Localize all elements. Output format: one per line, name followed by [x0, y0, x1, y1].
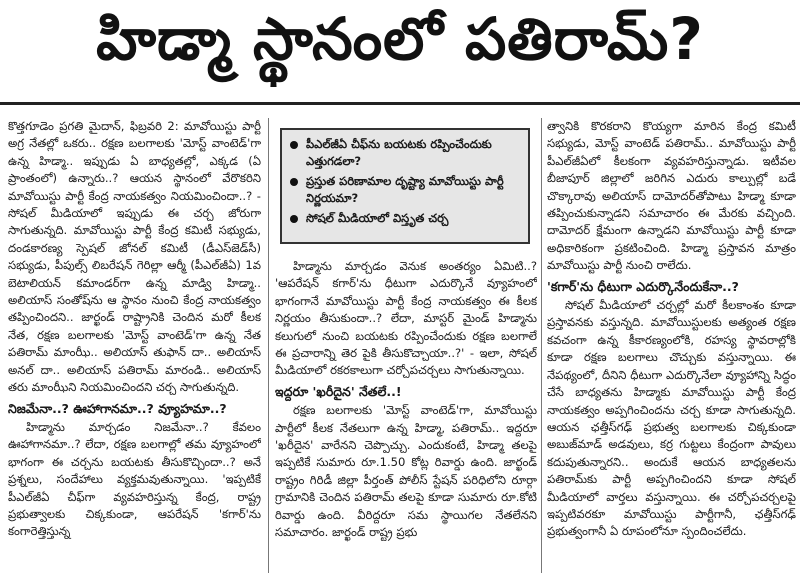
subheading: నిజమేనా..? ఊహాగానమా..? వ్యూహమా..?	[8, 400, 227, 416]
highlight-item	[290, 136, 520, 170]
article-column-3	[547, 118, 796, 573]
paragraph: హిడ్మాను మార్చడం నిజమేనా..? కేవలం ఊహాగానమా..? లేదా, రక్షణ బలగాల్లో తమ వ్యూహంలో భాగంగా ఈ చర్చను బయటకు తీసుకొచ్చిందా..? అనే ప్రశ్నలు, సందేహాలు వ్యక్తమవుతున్నాయి. 'ఇప్పటికే పీఎల్‌జీఏ చీఫ్‌గా వ్యవహరిస్తున్న కేంద్ర, రాష్ట్ర ప్రభుత్వాలకు చిక్కకుండా, ఆపరేషన్ 'కగార్'ను కంగారెత్తిస్తున్న	[8, 419, 261, 539]
bullet-icon	[290, 215, 298, 223]
column-divider	[268, 118, 269, 573]
paragraph: త్వానికి కొరకరాని కొయ్యగా మారిన కేంద్ర కమిటీ సభ్యుడు, మోస్ట్ వాంటెడ్ పతిరామ్.. మావోయిస్టు పార్టీ పీఎల్‌జీఏలో కీలకంగా వ్యవహరిస్తున్నాడు. ఇటీవల బీజాపూర్ జిల్లాలో జరిగిన ఎదురు కాల్పుల్లో బడే చొక్కారావు అలియాస్ దామోదర్‌తోపాటు హిడ్మా కూడా తప్పించుకున్నాడని సమాచారం ఈ మేరకు వచ్చింది. దామోదర్ క్షేమంగా ఉన్నాడని మావోయిస్టు పార్టీ కూడా అధికారికంగా ప్రకటించింది. హిడ్మా ప్రస్తావన మాత్రం మావోయిస్టు పార్టీ నుంచి రాలేదు.	[547, 119, 796, 273]
bullet-icon	[290, 178, 298, 186]
highlight-item	[290, 173, 520, 207]
article-column-1	[8, 118, 261, 573]
highlight-item	[290, 210, 520, 227]
headline: హిడ్మా స్థానంలో పతిరామ్?	[96, 4, 704, 73]
highlights-box	[280, 128, 530, 244]
headline-rule	[0, 102, 800, 105]
article-column-2	[275, 258, 537, 573]
subheading: ఇద్దరూ 'ఖరీదైన' నేతలే..!	[275, 383, 402, 399]
column-divider	[541, 118, 542, 573]
highlight-text: సోషల్ మీడియాలో విస్తృత చర్చ	[306, 211, 449, 225]
highlight-text: పీఎల్‌జీఏ చీఫ్‌ను బయటకు రప్పించేందుకు ఎత్తుగడలా?	[306, 137, 492, 168]
paragraph: కొత్తగూడెం ప్రగతి మైదాన్, ఫిబ్రవరి 2: మావోయిస్టు పార్టీ అగ్ర నేతల్లో ఒకరు.. రక్షణ బలగాలకు 'మోస్ట్ వాంటెడ్'గా ఉన్న హిడ్మా.. ఇప్పుడు ఏ బాధ్యతల్లో, ఎక్కడ (ఏ ప్రాంతంలో) ఉన్నారు..? ఆయన స్థానంలో వేరొకరిని మావోయిస్టు పార్టీ కేంద్ర నాయకత్వం నియమించిందా..? - సోషల్ మీడియాలో ఇప్పుడు ఈ చర్చ జోరుగా సాగుతున్నది. మావోయిస్టు పార్టీ కేంద్ర కమిటీ సభ్యుడు, దండకారణ్య స్పెషల్ జోనల్ కమిటీ (డీఎస్‌జెడ్‌సీ) సభ్యుడు, పీపుల్స్ లిబరేషన్ గెరిల్లా ఆర్మీ (పీఎల్‌జీఏ) 1వ బెటాలియన్ కమాండర్‌గా ఉన్న మాడ్వి హిడ్మా.. అలియాస్ సంతోష్‌ను ఆ స్థానం నుంచి కేంద్ర నాయకత్వం తప్పించిందని.. జార్ఖండ్ రాష్ట్రానికి చెందిన మరో కీలక నేత, రక్షణ బలగాలకు 'మోస్ట్ వాంటెడ్'గా ఉన్న నేత పతిరామ్ మాంఝీ.. అలియాస్ తుఫాన్ దా.. అలియాస్ అనల్ దా.. అలియాస్ పతిరామ్ మారండి.. అలియాస్ తరు మాంఝీని నియమించిందని చర్చ సాగుతున్నది.	[8, 119, 261, 395]
paragraph: హిడ్మాను మార్చడం వెనుక అంతర్యం ఏమిటి..? 'ఆపరేషన్ కగార్'ను ధీటుగా ఎదుర్కొనే వ్యూహంలో భాగంగానే మావోయిస్టు పార్టీ కేంద్ర నాయకత్వం ఈ కీలక నిర్ణయం తీసుకుందా..? లేదా, మాస్టర్ మైండ్ హిడ్మాను కలుగులో నుంచి బయటకు రప్పించేందుకు రక్షణ బలగాలే ఈ ప్రచారాన్ని తెర పైకి తీసుకొచ్చాయా..?' - ఇలా, సోషల్ మీడియాలో రకరకాలుగా చర్చోపచర్చలు సాగుతున్నాయి.	[275, 259, 537, 378]
paragraph: సోషల్ మీడియాలో చర్చల్లో మరో కీలకాంశం కూడా ప్రస్తావనకు వస్తున్నది. మావోయిస్టులకు అత్యంత రక్షణ కవచంగా ఉన్న కీకారణ్యంలోకి, రహస్య స్థావరాల్లోకి కూడా రక్షణ బలగాలు చొచ్చుకు వస్తున్నాయి. ఈ నేపథ్యంలో, దీనిని ధీటుగా ఎదుర్కొనేలా వ్యూహాన్ని సిద్ధం చేసే బాధ్యతను హిడ్మాకు మావోయిస్టు పార్టీ కేంద్ర నాయకత్వం అప్పగించిందను చర్చ కూడా సాగుతున్నది. ఆయన ఛత్తీస్‌గఢ్ ప్రభుత్వ బలగాలకు చిక్కకుండా అబుజ్‌మాడ్ అడవులు, కర్ర గుట్టలు కేంద్రంగా పావులు కదుపుతున్నారని.. అందుకే ఆయన బాధ్యతలను పతిరామ్‌కు పార్టీ అప్పగించిందని కూడా సోషల్ మీడియాలో వార్తలు వస్తున్నాయి. ఈ చర్చోపచర్చలపై ఇప్పటివరకూ మావోయిస్టు పార్టీగానీ, ఛత్తీస్‌గఢ్ ప్రభుత్వంగానీ ఏ రూపంలోనూ స్పందించలేదు.	[547, 298, 796, 539]
subheading: 'కగార్'ను ధీటుగా ఎదుర్కొనేందుకేనా..?	[547, 278, 739, 294]
paragraph: రక్షణ బలగాలకు 'మోస్ట్ వాంటెడ్'గా, మావోయిస్టు పార్టీలో కీలక నేతలుగా ఉన్న హిడ్మా, పతిరామ్.. ఇద్దరూ 'ఖరీదైన' వారేనని చెప్పొచ్చు. ఎందుకంటే, హిడ్మా తలపై ఇప్పటికే సుమారు రూ.1.50 కోట్ల రివార్డు ఉంది. జార్ఖండ్ రాష్ట్రం గిరిడీ జిల్లా పీర్తంత్ పోలీస్ స్టేషన్ పరిధిలోని రూర్గా గ్రామానికి చెందిన పతిరామ్ తలపై కూడా సుమారు రూ.కోటి రివార్డు ఉంది. వీరిద్దరూ సమ స్థాయిగల నేతలేనని సమాచారం. జార్ఖండ్ రాష్ట్ర ప్రభు	[275, 403, 537, 540]
highlight-text: ప్రస్తుత పరిణామాల దృష్ట్యా మావోయిస్టు పార్టీ నిర్ణయమా?	[306, 174, 504, 205]
bullet-icon	[290, 141, 298, 149]
